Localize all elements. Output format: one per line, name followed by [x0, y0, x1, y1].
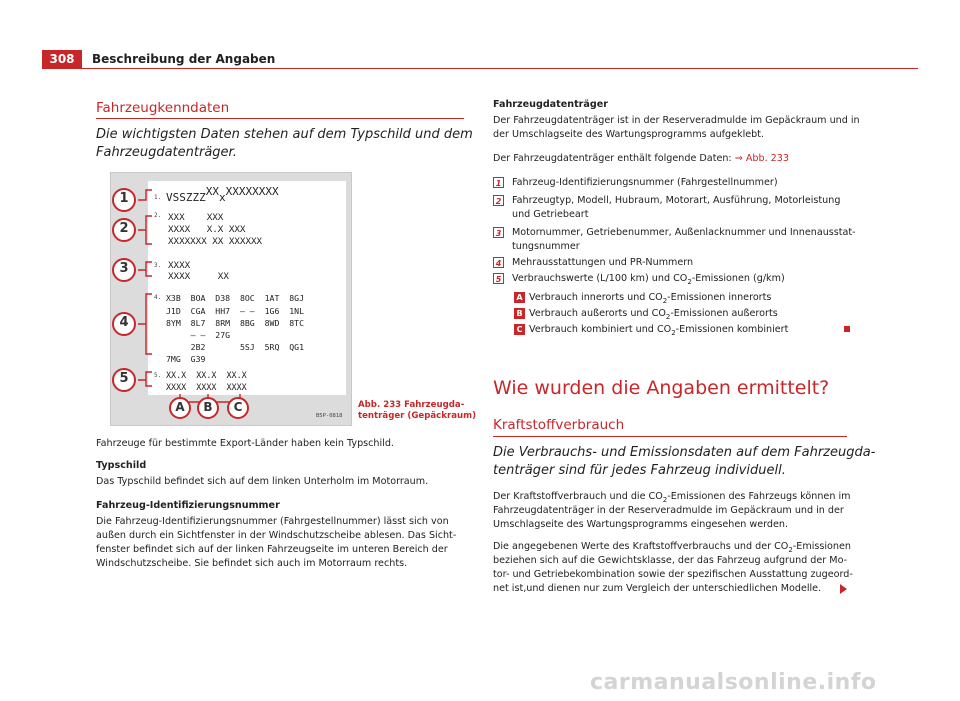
- callout-label-a: A: [175, 400, 185, 414]
- callout-label-1: 1: [119, 191, 129, 206]
- main-heading: Wie wurden die Angaben ermittelt?: [493, 377, 830, 399]
- bracket-1: [138, 190, 152, 200]
- fin-title: Fahrzeug-Identifizierungsnummer: [96, 500, 280, 511]
- values-text-line-3: tor- und Getriebekombination sowie der spezifischen Ausstattung zugeord-: [493, 569, 853, 580]
- callout-label-3: 3: [119, 261, 129, 276]
- right-intro-line-2: tenträger sind für jedes Fahrzeug individuell.: [493, 463, 786, 478]
- section-heading-kraftstoffverbrauch: Kraftstoffverbrauch: [493, 417, 625, 433]
- section-rule-right: [493, 436, 847, 437]
- row-number-5: 5.: [154, 372, 162, 379]
- bracket-2: [138, 216, 152, 244]
- running-header: Beschreibung der Angaben: [92, 52, 276, 66]
- bracket-5: [138, 372, 152, 386]
- sub-item-b: Verbrauch außerorts und $CO_2$-Emissionen außerorts: [529, 308, 778, 321]
- bracket-3: [138, 262, 152, 276]
- callout-label-2: 2: [119, 221, 129, 236]
- sub-badge-c: C: [514, 324, 525, 335]
- list-badge-1: 1: [493, 177, 504, 188]
- figure-caption-line-1: Abb. 233 Fahrzeugda-: [358, 400, 465, 410]
- intro-line-1: Die wichtigsten Daten stehen auf dem Typschild und dem: [96, 127, 473, 142]
- fin-text-line-3: fenster befindet sich auf der linken Fahrzeugseite im unteren Bereich der: [96, 544, 448, 555]
- vin-line: $VSSZZZ^{XX}x^{XXXXXXXX}$: [166, 185, 279, 204]
- list-item-2-line-1: Fahrzeugtyp, Modell, Hubraum, Motorart, Ausführung, Motorleistung: [512, 195, 841, 206]
- list-badge-2: 2: [493, 195, 504, 206]
- fdt-text-line-2: der Umschlagseite des Wartungsprogramms aufgeklebt.: [493, 129, 765, 140]
- sub-item-c: Verbrauch kombiniert und $CO_2$-Emissionen kombiniert: [529, 324, 789, 337]
- callout-label-b: B: [203, 400, 213, 414]
- sub-badge-b: B: [514, 308, 525, 319]
- list-badge-4: 4: [493, 257, 504, 268]
- values-text-line-2: beziehen sich auf die Gewichtsklasse, der das Fahrzeug aufgrund der Mo-: [493, 555, 848, 566]
- typschild-text: Das Typschild befindet sich auf dem linken Unterholm im Motorraum.: [96, 476, 429, 487]
- card-line-2a: XXX XXX: [168, 212, 224, 223]
- card-line-4a: X3B BOA D38 8OC 1AT 8GJ: [166, 293, 305, 303]
- list-item-5: Verbrauchswerte (L/100 km) und $CO_2$-Emissionen (g/km): [512, 273, 785, 286]
- list-item-3-line-1: Motornummer, Getriebenummer, Außenlacknummer und Innenausstat-: [512, 227, 856, 238]
- typschild-title: Typschild: [96, 460, 147, 471]
- section-heading-fahrzeugkenndaten: Fahrzeugkenndaten: [96, 100, 230, 116]
- card-line-5b: XXXX XXXX XXXX: [166, 382, 247, 392]
- card-line-5a: XX.X XX.X XX.X: [166, 370, 247, 380]
- consumption-text-line-2: Fahrzeugdatenträger in der Reserveradmulde im Gepäckraum und in der: [493, 505, 844, 516]
- figure-caption-line-2: tenträger (Gepäckraum): [358, 411, 477, 421]
- list-badge-5: 5: [493, 273, 504, 284]
- export-note: Fahrzeuge für bestimmte Export-Länder haben kein Typschild.: [96, 438, 394, 449]
- list-item-3-line-2: tungsnummer: [512, 241, 580, 252]
- row-number-3: 3.: [154, 262, 162, 269]
- consumption-text-line-1: Der Kraftstoffverbrauch und die $CO_2$-Emissionen des Fahrzeugs können im: [493, 491, 851, 504]
- fdt-title: Fahrzeugdatenträger: [493, 99, 608, 110]
- watermark: carmanualsonline.info: [590, 670, 877, 695]
- figure-reference-link[interactable]: ⇒ Abb. 233: [734, 153, 789, 164]
- fdt-text-line-3: Der Fahrzeugdatenträger enthält folgende Daten: ⇒ Abb. 233: [493, 153, 789, 164]
- card-line-3b: XXXX XX: [168, 271, 229, 282]
- card-line-4b: J1D CGA HH7 – – 1G6 1NL: [166, 306, 305, 316]
- callout-label-4: 4: [119, 315, 129, 330]
- header-rule: [42, 68, 918, 69]
- list-item-1: Fahrzeug-Identifizierungsnummer (Fahrgestellnummer): [512, 177, 778, 188]
- list-badge-3: 3: [493, 227, 504, 238]
- values-text-line-1: Die angegebenen Werte des Kraftstoffverbrauchs und der $CO_2$-Emissionen: [493, 541, 851, 554]
- bracket-4: [138, 294, 152, 354]
- card-line-2b: XXXX X.X XXX: [168, 224, 246, 235]
- list-item-4: Mehrausstattungen und PR-Nummern: [512, 257, 694, 268]
- row-number-4: 4.: [154, 294, 162, 301]
- card-line-4c: 8YM 8L7 8RM 8BG 8WD 8TC: [166, 318, 305, 328]
- callout-label-5: 5: [119, 371, 129, 386]
- fdt-text-line-1: Der Fahrzeugdatenträger ist in der Reserveradmulde im Gepäckraum und in: [493, 115, 860, 126]
- card-line-4e: 2B2 5SJ 5RQ QG1: [166, 342, 305, 352]
- row-number-1: 1.: [154, 194, 162, 201]
- page-number: 308: [42, 50, 82, 68]
- sub-item-a: Verbrauch innerorts und $CO_2$-Emissionen innerorts: [529, 292, 772, 305]
- card-line-4d: – – 27G: [166, 330, 231, 340]
- figure-code: B5P-0818: [316, 413, 343, 419]
- intro-line-2: Fahrzeugdatenträger.: [96, 145, 237, 160]
- fin-text-line-2: außen durch ein Sichtfenster in der Windschutzscheibe ablesen. Das Sicht-: [96, 530, 457, 541]
- sub-badge-a: A: [514, 292, 525, 303]
- right-intro-line-1: Die Verbrauchs- und Emissionsdaten auf dem Fahrzeugda-: [493, 445, 876, 460]
- values-text-line-4: net ist,und dienen nur zum Vergleich der unterschiedlichen Modelle.: [493, 583, 822, 594]
- fin-text-line-1: Die Fahrzeug-Identifizierungsnummer (Fahrgestellnummer) lässt sich von: [96, 516, 449, 527]
- section-end-marker: [844, 326, 850, 332]
- consumption-text-line-3: Umschlagseite des Wartungsprogramms eingesehen werden.: [493, 519, 789, 530]
- section-rule: [96, 118, 464, 119]
- list-item-2-line-2: und Getriebeart: [512, 209, 589, 220]
- card-line-2c: XXXXXXX XX XXXXXX: [168, 236, 263, 247]
- row-number-2: 2.: [154, 212, 162, 219]
- callout-label-c: C: [233, 400, 243, 414]
- continue-arrow-icon: [840, 584, 847, 594]
- fin-text-line-4: Windschutzscheibe. Sie befindet sich auch im Motorraum rechts.: [96, 558, 408, 569]
- card-line-4f: 7MG G39: [166, 354, 206, 364]
- card-line-3a: XXXX: [168, 260, 191, 271]
